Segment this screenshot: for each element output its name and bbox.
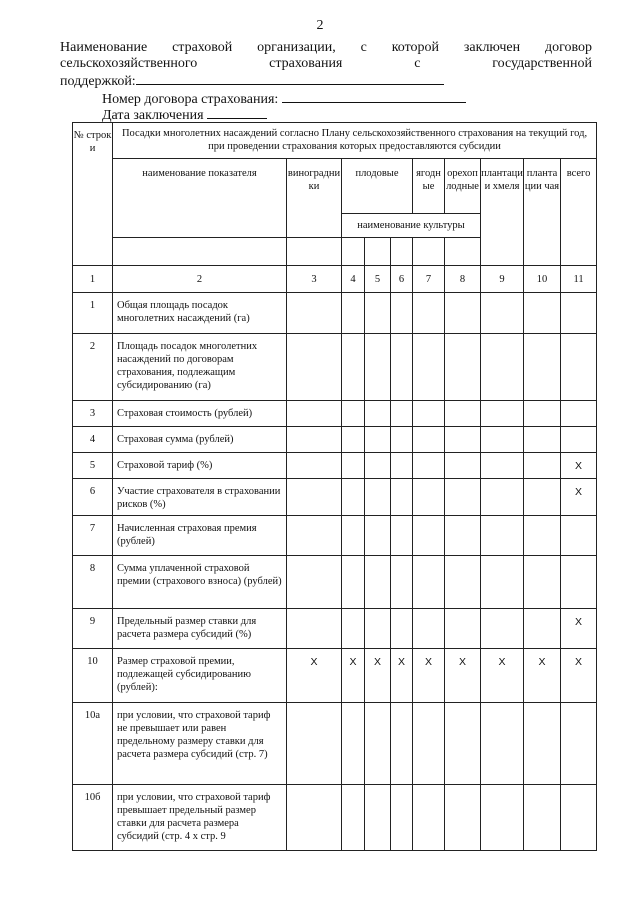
subsidy-table (72, 122, 597, 851)
cell[interactable] (365, 401, 391, 427)
header-fruit: плодовые (342, 159, 413, 214)
cell[interactable] (524, 516, 561, 556)
cell[interactable] (342, 453, 365, 479)
row-number: 10 (73, 649, 113, 703)
row-number: 2 (73, 334, 113, 401)
cell[interactable] (287, 556, 342, 609)
table-row (73, 516, 597, 556)
header-empty-2 (113, 238, 287, 266)
cell[interactable] (481, 609, 524, 649)
row-number: 7 (73, 516, 113, 556)
cell[interactable] (524, 479, 561, 516)
header-main: Посадки многолетних насаждений согласно Плану сельскохозяйственного страхования на текущий год, при проведении страхования которых предоставляются субсидии (113, 123, 597, 159)
cell[interactable] (342, 556, 365, 609)
row-number: 10а (73, 703, 113, 785)
cell[interactable] (413, 401, 445, 427)
cell[interactable] (342, 516, 365, 556)
cell[interactable] (561, 293, 597, 334)
cell[interactable] (287, 703, 342, 785)
cell[interactable] (524, 453, 561, 479)
table-row (73, 427, 597, 453)
cell[interactable] (365, 293, 391, 334)
cell[interactable] (481, 293, 524, 334)
cell[interactable] (524, 401, 561, 427)
cell[interactable] (287, 427, 342, 453)
cell[interactable] (413, 293, 445, 334)
contract-number-blank (282, 90, 466, 103)
x-mark: X (445, 649, 481, 703)
table-row (73, 785, 597, 851)
cell[interactable] (287, 453, 342, 479)
header-empty-5 (365, 238, 391, 266)
cell[interactable] (413, 703, 445, 785)
cell[interactable] (365, 609, 391, 649)
cell[interactable] (342, 479, 365, 516)
row-number: 1 (73, 293, 113, 334)
row-label: Страховой тариф (%) (113, 453, 287, 479)
row-label: Предельный размер ставки для расчета размера субсидий (%) (113, 609, 287, 649)
cell[interactable] (481, 334, 524, 401)
cell[interactable] (391, 427, 413, 453)
cell[interactable] (413, 556, 445, 609)
cell[interactable] (481, 401, 524, 427)
cell[interactable] (524, 785, 561, 851)
cell[interactable] (365, 453, 391, 479)
cell[interactable] (391, 334, 413, 401)
cell[interactable] (524, 609, 561, 649)
cell[interactable] (445, 479, 481, 516)
cell[interactable] (561, 516, 597, 556)
column-number-row (73, 266, 597, 293)
row-number: 9 (73, 609, 113, 649)
cell[interactable] (342, 293, 365, 334)
column-number: 3 (287, 266, 342, 293)
cell[interactable] (445, 556, 481, 609)
cell[interactable] (342, 334, 365, 401)
cell[interactable] (413, 785, 445, 851)
cell[interactable] (561, 785, 597, 851)
cell[interactable] (287, 609, 342, 649)
contract-number-label: Номер договора страхования: (102, 92, 279, 107)
x-mark: X (561, 453, 597, 479)
cell[interactable] (524, 703, 561, 785)
cell[interactable] (481, 703, 524, 785)
cell[interactable] (445, 703, 481, 785)
cell[interactable] (287, 334, 342, 401)
page-number: 2 (316, 18, 324, 33)
cell[interactable] (445, 293, 481, 334)
cell[interactable] (342, 401, 365, 427)
cell[interactable] (391, 293, 413, 334)
column-number: 6 (391, 266, 413, 293)
cell[interactable] (481, 785, 524, 851)
cell[interactable] (365, 785, 391, 851)
header-crop-name: наименование культуры (342, 214, 481, 238)
row-label: Сумма уплаченной страховой премии (страхового взноса) (рублей) (113, 556, 287, 609)
row-label: Начисленная страховая премия (рублей) (113, 516, 287, 556)
row-number: 3 (73, 401, 113, 427)
row-label: Площадь посадок многолетних насаждений по договорам страхования, подлежащим субсидированию (га) (113, 334, 287, 401)
row-label: Общая площадь посадок многолетних насаждений (га) (113, 293, 287, 334)
header-indicator: наименование показателя (113, 159, 287, 238)
row-label: Участие страхователя в страховании рисков (%) (113, 479, 287, 516)
cell[interactable] (561, 427, 597, 453)
row-number: 4 (73, 427, 113, 453)
cell[interactable] (445, 516, 481, 556)
row-number: 10б (73, 785, 113, 851)
cell[interactable] (342, 427, 365, 453)
contract-date-label: Дата заключения (102, 108, 204, 123)
insurer-line-3 (60, 72, 592, 90)
cell[interactable] (481, 516, 524, 556)
table-row (73, 649, 597, 703)
header-empty-7 (413, 238, 445, 266)
table-row (73, 703, 597, 785)
column-number: 4 (342, 266, 365, 293)
cell[interactable] (287, 516, 342, 556)
x-mark: X (561, 479, 597, 516)
cell[interactable] (342, 785, 365, 851)
header-row-number: № строки (73, 123, 113, 266)
cell[interactable] (445, 334, 481, 401)
cell[interactable] (365, 556, 391, 609)
header-empty-6 (391, 238, 413, 266)
cell[interactable] (365, 334, 391, 401)
cell[interactable] (365, 479, 391, 516)
cell[interactable] (481, 427, 524, 453)
cell[interactable] (365, 516, 391, 556)
cell[interactable] (445, 427, 481, 453)
cell[interactable] (287, 401, 342, 427)
insurer-line-2: сельскохозяйственного страхования с государственной (60, 56, 592, 71)
cell[interactable] (413, 516, 445, 556)
x-mark: X (413, 649, 445, 703)
cell[interactable] (287, 479, 342, 516)
header-empty-8 (445, 238, 481, 266)
cell[interactable] (524, 427, 561, 453)
cell[interactable] (287, 785, 342, 851)
column-number: 7 (413, 266, 445, 293)
column-number: 8 (445, 266, 481, 293)
cell[interactable] (413, 479, 445, 516)
cell[interactable] (524, 293, 561, 334)
x-mark: X (287, 649, 342, 703)
row-label: Страховая сумма (рублей) (113, 427, 287, 453)
column-number: 2 (113, 266, 287, 293)
cell[interactable] (365, 703, 391, 785)
x-mark: X (524, 649, 561, 703)
cell[interactable] (445, 609, 481, 649)
row-number: 8 (73, 556, 113, 609)
cell[interactable] (413, 427, 445, 453)
insurer-label: поддержкой: (60, 74, 136, 89)
x-mark: X (365, 649, 391, 703)
row-label: Размер страховой премии, подлежащей субсидированию (рублей): (113, 649, 287, 703)
cell[interactable] (413, 609, 445, 649)
row-number: 6 (73, 479, 113, 516)
cell[interactable] (391, 785, 413, 851)
column-number: 9 (481, 266, 524, 293)
cell[interactable] (391, 556, 413, 609)
x-mark: X (561, 649, 597, 703)
row-label: при условии, что страховой тариф не превышает или равен предельному размеру ставки для расчета размера субсидий (стр. 7) (113, 703, 287, 785)
cell[interactable] (391, 516, 413, 556)
cell[interactable] (481, 453, 524, 479)
table-row (73, 556, 597, 609)
header-hops: плантации хмеля (481, 159, 524, 266)
cell[interactable] (391, 703, 413, 785)
column-number: 1 (73, 266, 113, 293)
header-vineyards: виноградники (287, 159, 342, 238)
cell[interactable] (342, 609, 365, 649)
column-number: 10 (524, 266, 561, 293)
row-label: при условии, что страховой тариф превышает предельный размер ставки для расчета размера субсидий (стр. 4 х стр. 9 (113, 785, 287, 851)
cell[interactable] (391, 609, 413, 649)
cell[interactable] (524, 334, 561, 401)
cell[interactable] (524, 556, 561, 609)
cell[interactable] (445, 453, 481, 479)
column-number: 11 (561, 266, 597, 293)
cell[interactable] (391, 479, 413, 516)
cell[interactable] (413, 453, 445, 479)
cell[interactable] (413, 334, 445, 401)
insurer-blank-line (136, 72, 444, 85)
cell[interactable] (561, 703, 597, 785)
row-label: Страховая стоимость (рублей) (113, 401, 287, 427)
x-mark: X (342, 649, 365, 703)
cell[interactable] (561, 334, 597, 401)
x-mark: X (561, 609, 597, 649)
header-empty-3 (287, 238, 342, 266)
cell[interactable] (287, 293, 342, 334)
table-row (73, 479, 597, 516)
table-row (73, 293, 597, 334)
header-total: всего (561, 159, 597, 266)
contract-date-blank (207, 106, 267, 119)
cell[interactable] (481, 556, 524, 609)
cell[interactable] (342, 703, 365, 785)
table-row (73, 334, 597, 401)
row-number: 5 (73, 453, 113, 479)
header-nuts: орехоплодные (445, 159, 481, 214)
cell[interactable] (391, 401, 413, 427)
header-empty-4 (342, 238, 365, 266)
cell[interactable] (561, 401, 597, 427)
cell[interactable] (481, 479, 524, 516)
header-berries: ягодные (413, 159, 445, 214)
insurer-line-1: Наименование страховой организации, с которой заключен договор (60, 40, 592, 55)
cell[interactable] (445, 401, 481, 427)
cell[interactable] (365, 427, 391, 453)
x-mark: X (481, 649, 524, 703)
cell[interactable] (445, 785, 481, 851)
table-row (73, 453, 597, 479)
table-row (73, 609, 597, 649)
cell[interactable] (391, 453, 413, 479)
x-mark: X (391, 649, 413, 703)
header-tea: плантации чая (524, 159, 561, 266)
table-row (73, 401, 597, 427)
cell[interactable] (561, 556, 597, 609)
column-number: 5 (365, 266, 391, 293)
